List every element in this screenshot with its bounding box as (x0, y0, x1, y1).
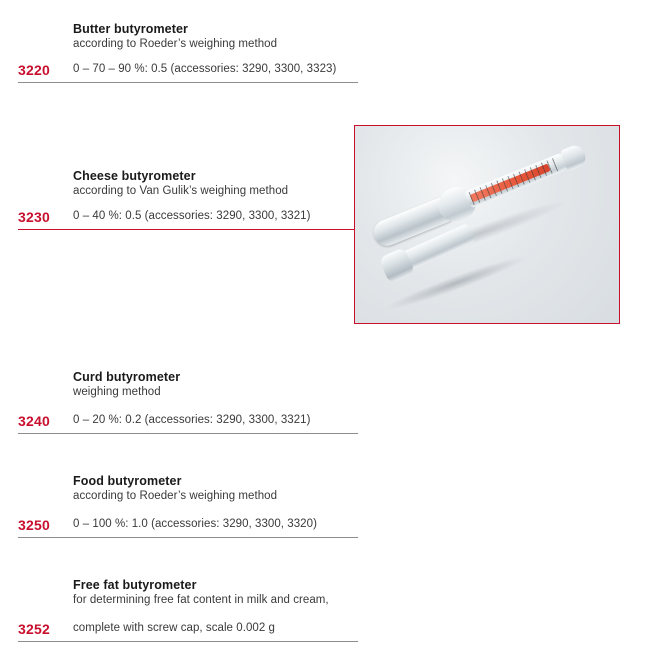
product-spec: 0 – 100 %: 1.0 (accessories: 3290, 3300, 3320) (73, 518, 317, 530)
entry-divider (18, 82, 358, 83)
product-title: Free fat butyrometer (73, 578, 197, 592)
product-title: Cheese butyrometer (73, 169, 196, 183)
product-code: 3250 (18, 517, 50, 533)
entry-divider-highlight (18, 229, 358, 230)
product-entry-3220 (0, 0, 653, 90)
product-spec: 0 – 70 – 90 %: 0.5 (accessories: 3290, 3300, 3323) (73, 63, 337, 75)
product-spec: complete with screw cap, scale 0.002 g (73, 622, 275, 634)
tube-scale-ticks (469, 158, 560, 205)
product-code: 3230 (18, 209, 50, 225)
product-spec: 0 – 40 %: 0.5 (accessories: 3290, 3300, 3321) (73, 210, 311, 222)
product-code: 3240 (18, 413, 50, 429)
product-entry-3240 (0, 368, 653, 448)
product-code: 3220 (18, 62, 50, 78)
product-subtitle: weighing method (73, 386, 161, 398)
entry-divider (18, 537, 358, 538)
entry-divider (18, 433, 358, 434)
product-subtitle: according to Van Gulik’s weighing method (73, 185, 289, 197)
product-subtitle: according to Roeder’s weighing method (73, 38, 278, 50)
product-subtitle: for determining free fat content in milk and cream, (73, 594, 329, 606)
product-subtitle: according to Roeder’s weighing method (73, 490, 278, 502)
butyrometer-photo (354, 125, 620, 324)
entry-divider (18, 641, 358, 642)
product-title: Curd butyrometer (73, 370, 181, 384)
product-title: Butter butyrometer (73, 22, 189, 36)
product-spec: 0 – 20 %: 0.2 (accessories: 3290, 3300, 3321) (73, 414, 311, 426)
product-code: 3252 (18, 621, 50, 637)
product-entry-3252 (0, 576, 653, 656)
product-entry-3250 (0, 472, 653, 552)
product-title: Food butyrometer (73, 474, 182, 488)
